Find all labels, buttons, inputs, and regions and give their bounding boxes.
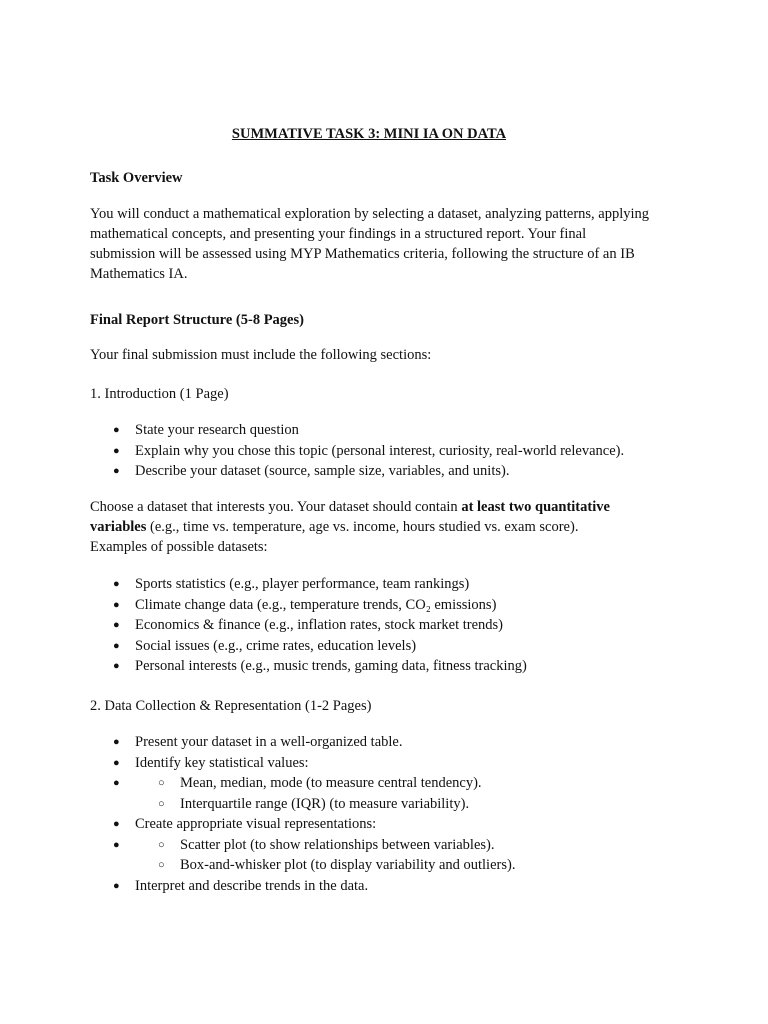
page-title: SUMMATIVE TASK 3: MINI IA ON DATA xyxy=(231,126,507,142)
sub-list xyxy=(90,773,685,814)
paragraph-line: Examples of possible datasets: xyxy=(90,539,268,555)
report-structure-heading: Final Report Structure (5-8 Pages) xyxy=(90,312,304,328)
report-structure-intro: Your final submission must include the following sections: xyxy=(90,347,432,363)
paragraph-text: Choose a dataset that interests you. Your dataset should contain xyxy=(90,499,462,515)
task-overview-heading: Task Overview xyxy=(90,170,183,186)
list-item: ● Sports statistics (e.g., player performance, team rankings) xyxy=(90,574,685,595)
list-item: ● Create appropriate visual representations: xyxy=(90,814,685,835)
emphasis-text: variables xyxy=(90,519,147,535)
paragraph-text: (e.g., time vs. temperature, age vs. income, hours studied vs. exam score). xyxy=(146,519,579,535)
sub-list-container xyxy=(90,835,685,876)
section-1-list xyxy=(90,420,685,482)
sub-list-item: ○ ● Scatter plot (to show relationships between variables). xyxy=(90,835,685,856)
emphasis-text: at least two quantitative xyxy=(461,499,610,515)
list-item: ● Economics & finance (e.g., inflation rates, stock market trends) xyxy=(90,615,685,636)
paragraph-line: submission will be assessed using MYP Mathematics criteria, following the structure of an IB xyxy=(90,246,635,262)
list-item: ● Personal interests (e.g., music trends, gaming data, fitness tracking) xyxy=(90,656,685,677)
section-1-heading: 1. Introduction (1 Page) xyxy=(90,386,229,402)
paragraph-line: You will conduct a mathematical exploration by selecting a dataset, analyzing patterns, applying xyxy=(90,206,650,222)
list-item: ● Describe your dataset (source, sample size, variables, and units). xyxy=(90,461,685,482)
sub-list-item: ○ Box-and-whisker plot (to display variability and outliers). xyxy=(90,855,685,876)
task-overview-paragraph xyxy=(90,204,685,284)
list-item: ● Identify key statistical values: xyxy=(90,753,685,774)
section-2-list xyxy=(90,732,685,896)
paragraph-line: Mathematics IA. xyxy=(90,266,188,282)
paragraph-line: mathematical concepts, and presenting your findings in a structured report. Your final xyxy=(90,226,587,242)
list-item: ● State your research question xyxy=(90,420,685,441)
paragraph-line xyxy=(90,497,690,517)
sub-list xyxy=(90,835,685,876)
sub-list-container xyxy=(90,773,685,814)
section-2-heading: 2. Data Collection & Representation (1-2 Pages) xyxy=(90,698,372,714)
sub-list-item: ○ ● Mean, median, mode (to measure central tendency). xyxy=(90,773,685,794)
list-item: ● Social issues (e.g., crime rates, education levels) xyxy=(90,636,685,657)
dataset-paragraph xyxy=(90,497,690,557)
list-item: ● Explain why you chose this topic (personal interest, curiosity, real-world relevance). xyxy=(90,441,685,462)
list-item: ● Present your dataset in a well-organized table. xyxy=(90,732,685,753)
sub-list-item: ○ Interquartile range (IQR) (to measure variability). xyxy=(90,794,685,815)
list-item: ● Climate change data (e.g., temperature trends, CO₂ emissions) xyxy=(90,595,685,616)
list-item: ● Interpret and describe trends in the data. xyxy=(90,876,685,897)
paragraph-line xyxy=(90,517,690,537)
example-datasets-list xyxy=(90,574,685,677)
